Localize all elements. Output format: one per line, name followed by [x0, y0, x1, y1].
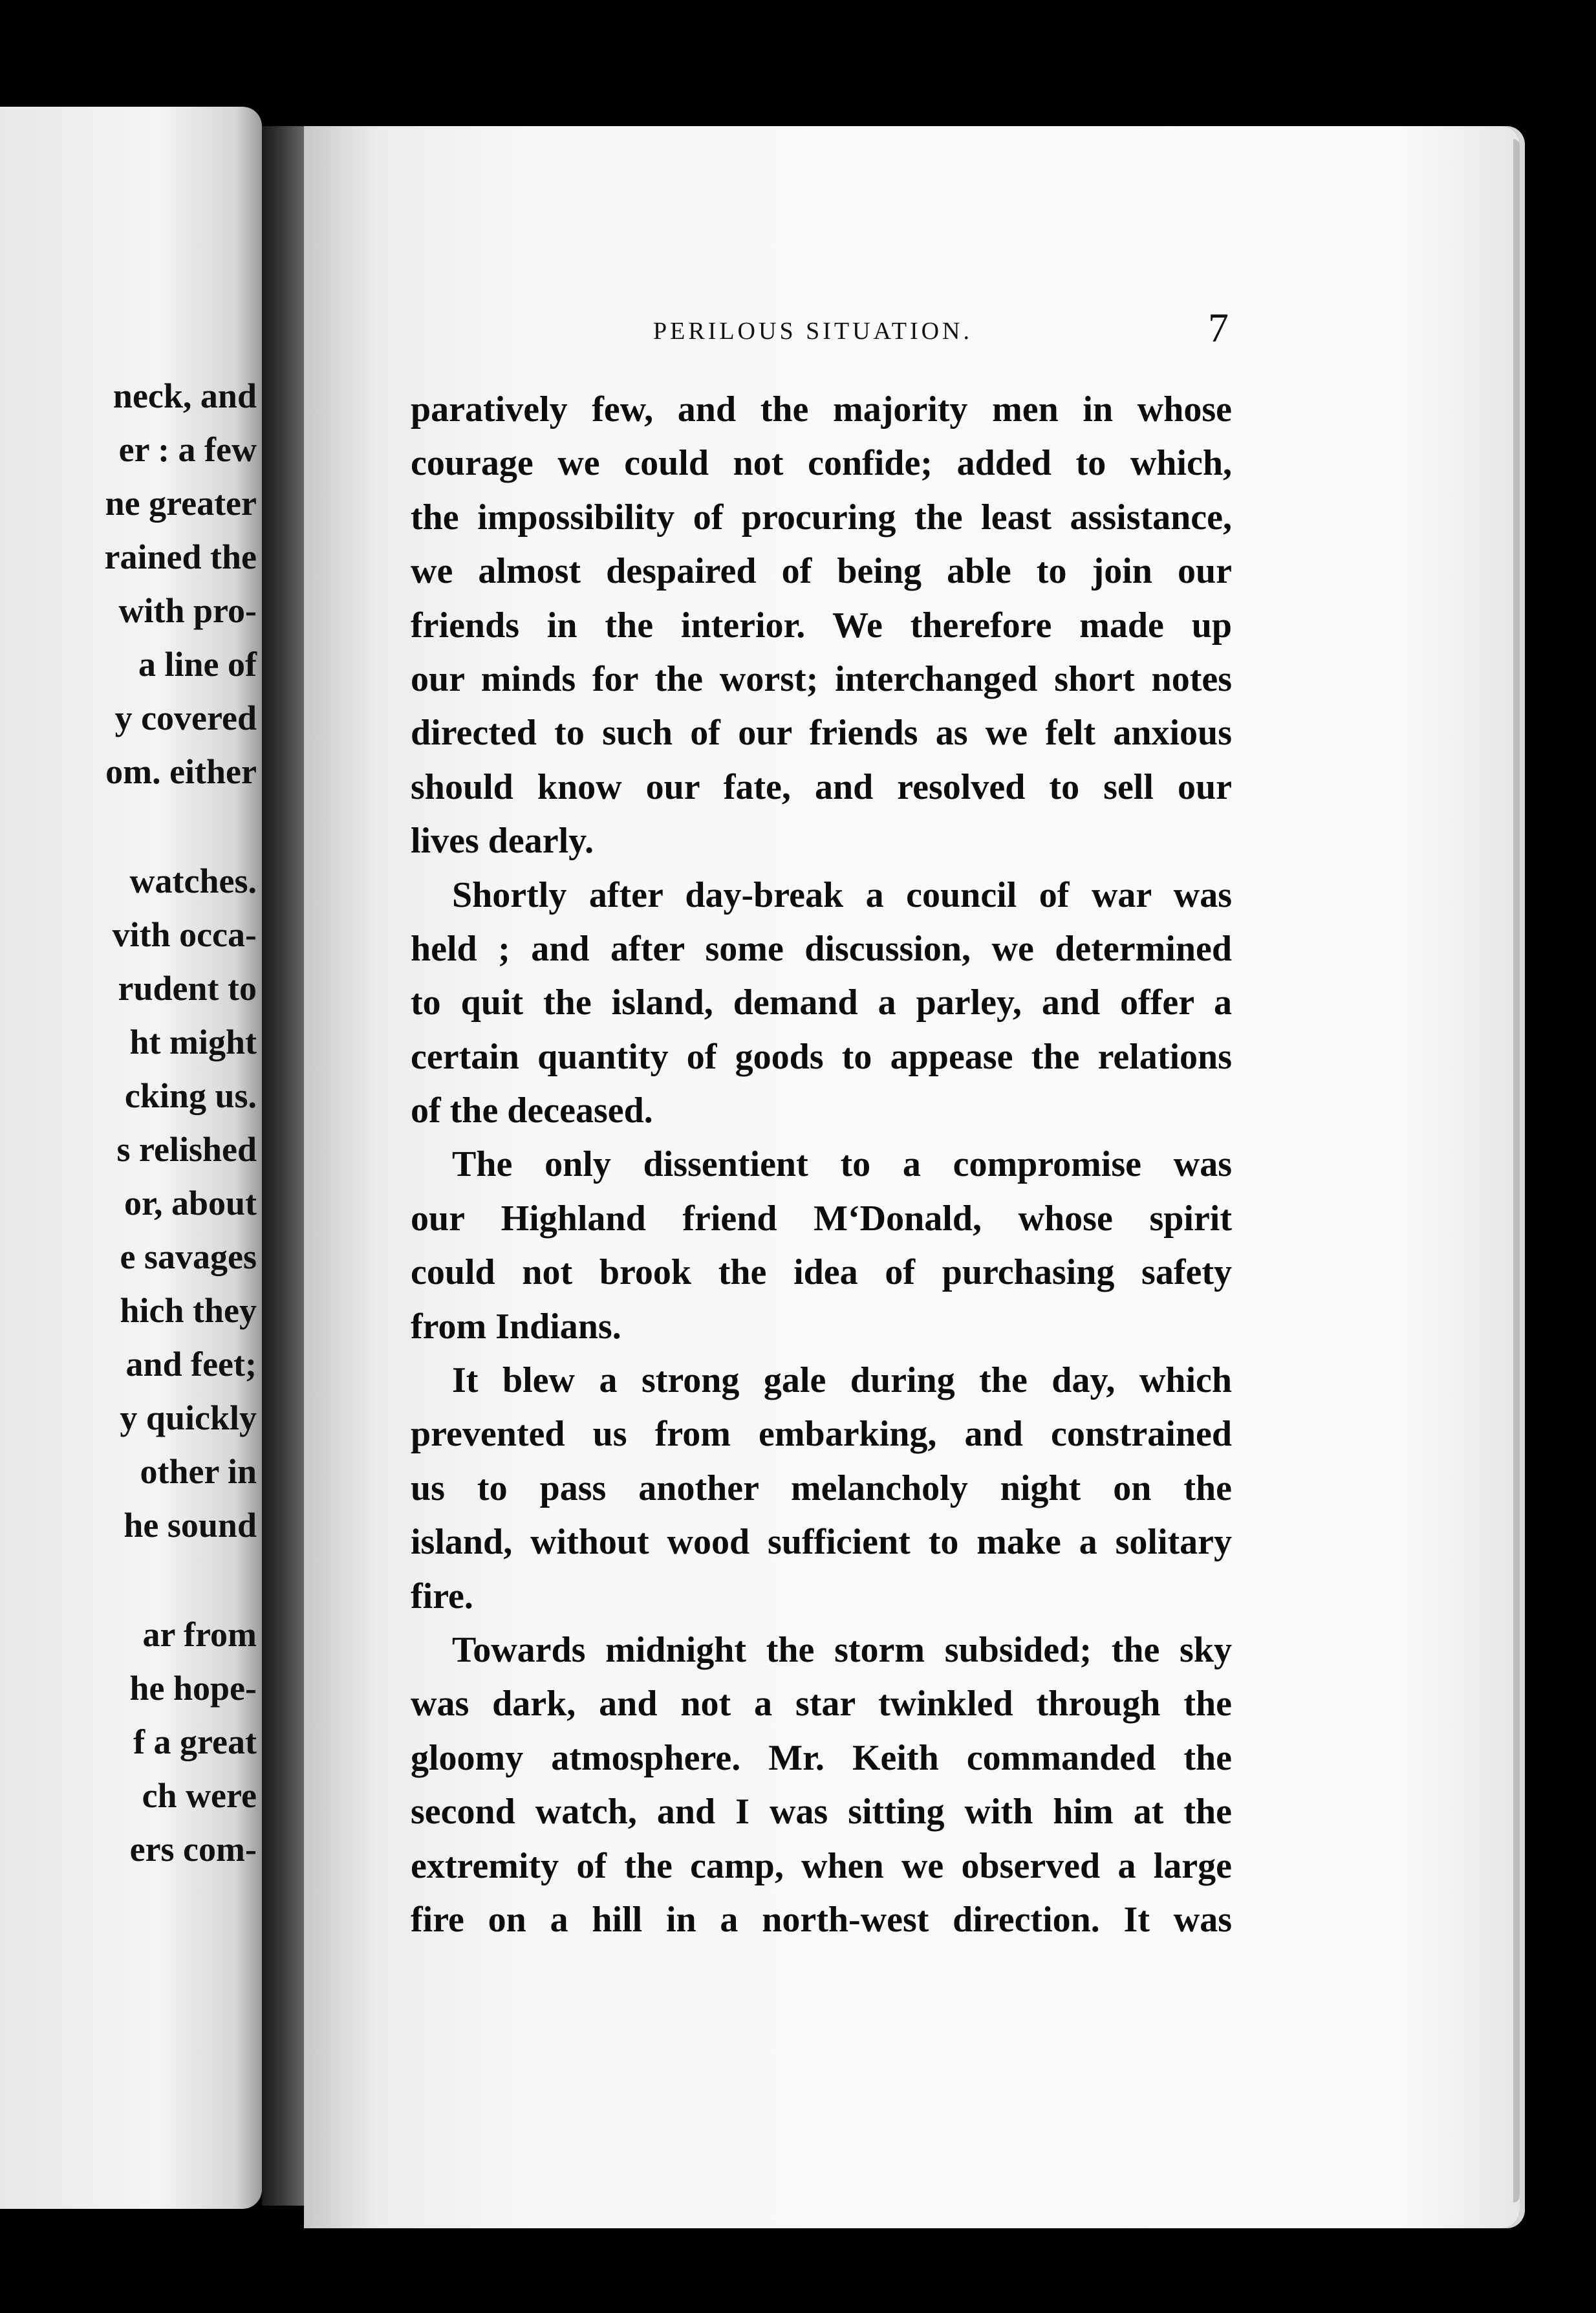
page-number: 7	[1208, 305, 1229, 351]
left-fragment-line: e savages	[120, 1237, 257, 1276]
text-line: friends in the interior. We therefore made up	[411, 605, 1232, 646]
text-line: gloomy atmosphere. Mr. Keith commanded the	[411, 1737, 1232, 1778]
text-line: should know our fate, and resolved to sell our	[411, 766, 1232, 807]
left-fragment-line: neck, and	[113, 376, 257, 415]
text-line: island, without wood sufficient to make a solitary	[411, 1522, 1232, 1563]
left-fragment-line: watches.	[129, 862, 257, 900]
text-line: Shortly after day-break a council of war was	[452, 874, 1232, 915]
left-fragment-line: om. either	[105, 752, 257, 791]
text-line: our Highland friend M‘Donald, whose spirit	[411, 1198, 1232, 1239]
text-line: second watch, and I was sitting with him at the	[411, 1792, 1232, 1832]
left-fragment-line: s relished	[116, 1130, 257, 1169]
left-fragment-line: ch were	[142, 1776, 257, 1815]
left-fragment-line: and feet;	[125, 1345, 257, 1384]
left-fragment-line: er : a few	[118, 430, 257, 469]
left-fragment-line: y quickly	[120, 1398, 257, 1437]
left-fragment-line: other in	[140, 1452, 257, 1491]
text-line: from Indians.	[411, 1306, 621, 1347]
text-line: was dark, and not a star twinkled through the	[411, 1684, 1232, 1724]
text-line: It blew a strong gale during the day, which	[452, 1360, 1232, 1401]
left-fragment-line: hich they	[120, 1291, 257, 1330]
left-page	[0, 107, 262, 2209]
left-fragment-line: rained the	[104, 538, 257, 576]
left-fragment-line: he hope-	[129, 1669, 257, 1708]
text-line: of the deceased.	[411, 1091, 653, 1131]
text-line: Towards midnight the storm subsided; the sky	[452, 1629, 1232, 1670]
text-line: The only dissentient to a compromise was	[452, 1144, 1232, 1185]
text-line: prevented us from embarking, and constrained	[411, 1414, 1232, 1455]
left-fragment-line: ers com-	[129, 1830, 257, 1869]
text-line: paratively few, and the majority men in whose	[411, 389, 1232, 429]
running-head: PERILOUS SITUATION.	[653, 318, 973, 345]
text-line: certain quantity of goods to appease the relations	[411, 1036, 1232, 1077]
left-fragment-line: y covered	[114, 699, 257, 737]
text-line: fire.	[411, 1576, 473, 1616]
text-line: us to pass another melancholy night on the	[411, 1468, 1232, 1508]
page-edge	[1513, 139, 1520, 2202]
left-fragment-line: rudent to	[118, 969, 257, 1008]
left-fragment-line: ar from	[142, 1615, 257, 1654]
left-fragment-line: ht might	[129, 1023, 257, 1061]
left-fragment-line: ne greater	[105, 484, 257, 523]
body-text	[411, 383, 1232, 1947]
text-line: our minds for the worst; interchanged short notes	[411, 658, 1232, 699]
text-line: directed to such of our friends as we felt anxious	[411, 713, 1232, 754]
text-line: the impossibility of procuring the least assistance,	[411, 497, 1232, 538]
left-fragment-line: vith occa-	[112, 915, 257, 954]
text-line: extremity of the camp, when we observed a large	[411, 1845, 1232, 1886]
left-fragment-line: cking us.	[124, 1076, 257, 1115]
left-fragment-line: with pro-	[118, 591, 257, 630]
left-fragment-line: or, about	[124, 1184, 257, 1222]
text-line: lives dearly.	[411, 821, 594, 862]
text-line: held ; and after some discussion, we determined	[411, 928, 1232, 969]
left-fragment-line: a line of	[138, 645, 257, 684]
text-line: fire on a hill in a north-west direction. It was	[411, 1899, 1232, 1940]
text-line: to quit the island, demand a parley, and offer a	[411, 983, 1232, 1023]
left-fragment-line: f a great	[133, 1722, 257, 1761]
text-line: we almost despaired of being able to join our	[411, 551, 1232, 592]
left-fragment-line: he sound	[124, 1506, 257, 1545]
text-line: could not brook the idea of purchasing safety	[411, 1252, 1232, 1293]
text-line: courage we could not confide; added to which,	[411, 443, 1232, 484]
